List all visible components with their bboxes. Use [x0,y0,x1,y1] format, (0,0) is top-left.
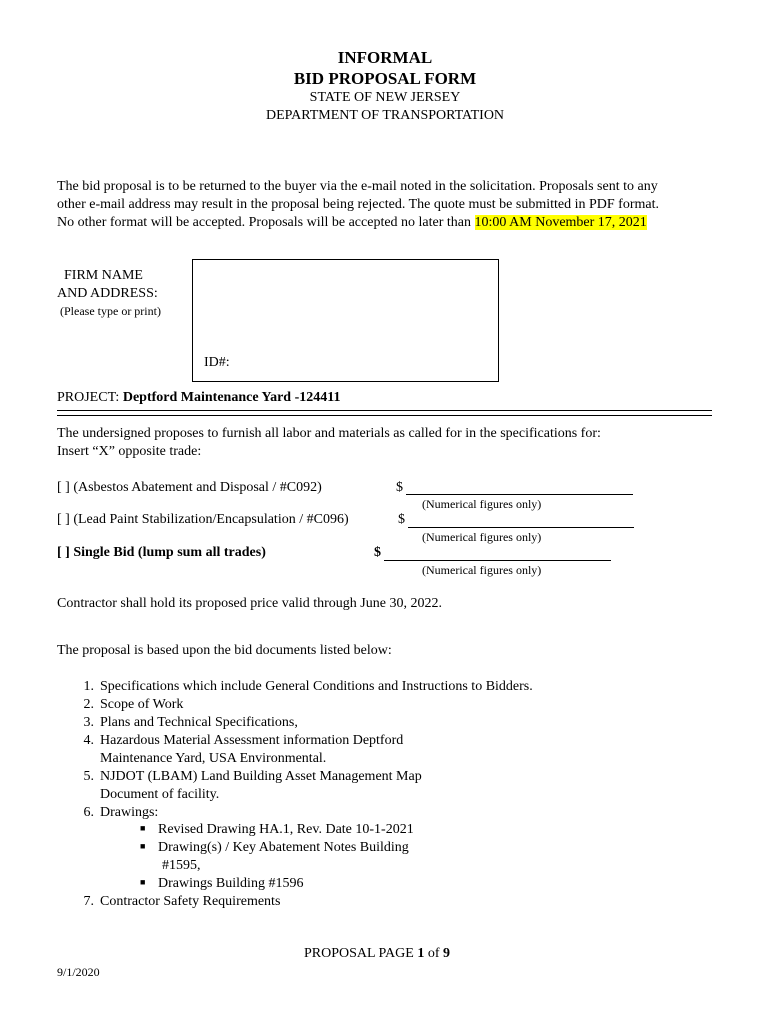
doc-item-5-text: NJDOT (LBAM) Land Building Asset Management Map [100,769,422,784]
page-total: 9 [443,946,451,961]
project-line [57,390,340,406]
firm-input-box[interactable] [192,259,499,382]
id-label: ID#: [204,355,230,370]
page-number: 1 [417,946,425,961]
doc-item-4-continued: Maintenance Yard, USA Environmental. [100,751,327,766]
square-bullet-icon: ■ [140,877,146,887]
doc-item-1-number: 1. [83,679,94,694]
intro-line-3 [57,215,647,231]
doc-item-6-number: 6. [83,805,94,820]
deadline-highlight: 10:00 AM November 17, 2021 [474,215,647,230]
doc-item-7-text: Contractor Safety Requirements [100,894,281,909]
doc-item-3-number: 3. [83,715,94,730]
doc-item-2-text: Scope of Work [100,697,184,712]
doc-item-6 [74,805,158,821]
doc-item-2-number: 2. [83,697,94,712]
form-title-line2: BID PROPOSAL FORM [293,69,477,88]
trade-single-bid-currency: $ [374,545,381,560]
form-title-line1: INFORMAL [337,48,433,67]
trade-single-bid-hint: (Numerical figures only) [422,563,542,577]
agency-department: DEPARTMENT OF TRANSPORTATION [265,108,505,123]
intro-line-2: other e-mail address may result in the proposal being rejected. The quote must be submitted in PDF format. [57,197,659,212]
drawing-bullet-3 [140,876,303,892]
drawing-bullet-1 [140,822,414,838]
doc-item-5 [74,769,422,785]
trade-lead-paint-hint: (Numerical figures only) [422,530,542,544]
drawing-bullet-1-text: Revised Drawing HA.1, Rev. Date 10-1-2021 [158,822,414,837]
page-prefix: PROPOSAL PAGE [304,946,418,961]
project-label: PROJECT: [57,390,120,405]
doc-item-5-continued: Document of facility. [100,787,220,802]
doc-item-3 [74,715,298,731]
offer-line-2: Insert “X” opposite trade: [57,444,202,459]
square-bullet-icon: ■ [140,823,146,833]
page-of: of [424,946,444,961]
doc-item-7-number: 7. [83,894,94,909]
double-rule-divider [57,410,712,416]
doc-item-1 [74,679,533,695]
doc-item-6-text: Drawings: [100,805,159,820]
doc-item-2 [74,697,183,713]
doc-item-4 [74,733,403,749]
intro-line-3-text: No other format will be accepted. Proposals will be accepted no later than [57,215,475,230]
trade-asbestos-label[interactable]: [ ] (Asbestos Abatement and Disposal / #C092) [57,480,322,495]
price-validity: Contractor shall hold its proposed price valid through June 30, 2022. [57,596,442,611]
doc-item-5-number: 5. [83,769,94,784]
docs-intro: The proposal is based upon the bid documents listed below: [57,643,392,658]
drawing-bullet-3-text: Drawings Building #1596 [158,876,304,891]
drawing-bullet-2 [140,840,409,856]
trade-single-bid-amount-line[interactable] [384,560,611,561]
doc-item-7 [74,894,280,910]
revision-date: 9/1/2020 [57,965,100,979]
doc-item-1-text: Specifications which include General Conditions and Instructions to Bidders. [100,679,533,694]
doc-item-4-number: 4. [83,733,94,748]
page-indicator [304,946,450,962]
doc-item-3-text: Plans and Technical Specifications, [100,715,298,730]
offer-line-1: The undersigned proposes to furnish all labor and materials as called for in the specifications for: [57,426,601,441]
drawing-bullet-2-text: Drawing(s) / Key Abatement Notes Building [158,840,409,855]
trade-asbestos-currency: $ [396,480,403,495]
trade-lead-paint-label[interactable]: [ ] (Lead Paint Stabilization/Encapsulation / #C096) [57,512,349,527]
square-bullet-icon: ■ [140,841,146,851]
project-name: Deptford Maintenance Yard -124411 [122,390,341,405]
firm-name-label: FIRM NAME [64,268,143,283]
firm-hint: (Please type or print) [60,304,161,318]
doc-item-4-text: Hazardous Material Assessment information Deptford [100,733,404,748]
trade-asbestos-hint: (Numerical figures only) [422,497,542,511]
drawing-bullet-2-continued: #1595, [162,858,201,873]
intro-line-1: The bid proposal is to be returned to the buyer via the e-mail noted in the solicitation. Proposals sent to any [57,179,658,194]
trade-lead-paint-currency: $ [398,512,405,527]
agency-state: STATE OF NEW JERSEY [309,90,461,105]
firm-address-label: AND ADDRESS: [57,286,158,301]
trade-single-bid-label[interactable]: [ ] Single Bid (lump sum all trades) [57,545,266,560]
trade-lead-paint-amount-line[interactable] [408,527,634,528]
trade-asbestos-amount-line[interactable] [406,494,633,495]
